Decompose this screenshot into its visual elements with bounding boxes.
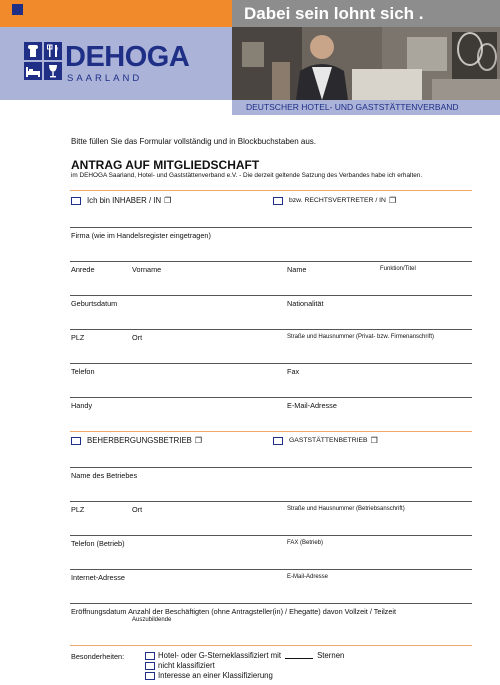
gaststaette-box-mark: ❐ — [370, 436, 378, 445]
business-name-field[interactable] — [70, 501, 472, 502]
stars-count-field[interactable] — [285, 652, 313, 659]
business-phone-field[interactable] — [70, 569, 472, 570]
funktion-label: Funktion/Titel — [380, 266, 416, 272]
birth-field[interactable] — [70, 329, 472, 330]
address-field[interactable] — [70, 363, 472, 364]
bed-icon — [24, 62, 42, 80]
betrieb-strasse-label: Straße und Hausnummer (Betriebsanschrift) — [287, 506, 405, 512]
representative-box-mark: ❐ — [388, 196, 397, 205]
interest-label: Interesse an einer Klassifizierung — [158, 671, 273, 680]
phone-field[interactable] — [70, 397, 472, 398]
blue-square-accent — [12, 4, 23, 15]
owner-label: Ich bin INHABER / IN — [87, 196, 162, 205]
orange-accent-bar — [0, 0, 232, 27]
not-classified-checkbox[interactable] — [145, 662, 155, 670]
field-line — [70, 227, 472, 228]
not-classified-label: nicht klassifiziert — [158, 661, 215, 670]
azubi-label: Auszubildende — [132, 617, 172, 623]
cutlery-cook-icon — [24, 42, 42, 60]
name-field[interactable] — [70, 295, 472, 296]
ort-label: Ort — [132, 333, 143, 342]
interest-option[interactable] — [145, 671, 273, 680]
stars-checkbox[interactable] — [145, 652, 155, 660]
business-web-field[interactable] — [70, 603, 472, 604]
gaststaette-checkbox[interactable] — [273, 437, 283, 445]
owner-option[interactable] — [71, 196, 171, 205]
beherbergung-option[interactable] — [71, 436, 202, 445]
wine-glass-icon — [44, 62, 62, 80]
form-instructions: Bitte füllen Sie das Formular vollständig und in Blockbuchstaben aus. — [71, 137, 317, 146]
betrieb-telefon-label: Telefon (Betrieb) — [71, 539, 125, 548]
owner-box-mark: ❐ — [164, 196, 172, 205]
business-address-field[interactable] — [70, 535, 472, 536]
internet-label: Internet-Adresse — [71, 573, 125, 582]
strasse-label: Straße und Hausnummer (Privat- bzw. Firmenanschrift) — [287, 334, 435, 340]
vorname-label: Vorname — [132, 265, 162, 274]
gaststaette-option[interactable] — [273, 436, 378, 445]
firma-label: Firma (wie im Handelsregister eingetragen) — [71, 231, 211, 240]
plz-label: PLZ — [71, 333, 85, 342]
header-banner — [0, 0, 500, 118]
betrieb-email-label: E-Mail-Adresse — [287, 574, 329, 580]
brand-logo-text: DEHOGA — [65, 41, 190, 73]
betrieb-plz-label: PLZ — [71, 505, 85, 514]
betrieb-fax-label: FAX (Betrieb) — [287, 540, 324, 546]
field-line — [70, 467, 472, 468]
form-subtitle: im DEHOGA Saarland, Hotel- und Gaststättenverband e.V. - Die derzeit geltende Satzung des Verbandes habe ich erhalten. — [71, 172, 423, 179]
nationalitaet-label: Nationalität — [287, 299, 324, 308]
hotel-chef-photo — [232, 27, 500, 100]
association-name: DEUTSCHER HOTEL- UND GASTSTÄTTENVERBAND — [246, 102, 459, 112]
stars-option[interactable] — [145, 651, 344, 660]
firma-field[interactable] — [70, 261, 472, 262]
gaststaette-label: GASTSTÄTTENBETRIEB — [289, 437, 368, 444]
eroeffnung-label: Eröffnungsdatum Anzahl der Beschäftigten (ohne Antragsteller(in) / Ehegatte) davon Vollzeit / Teilzeit — [71, 607, 397, 616]
geburtsdatum-label: Geburtsdatum — [71, 299, 118, 308]
representative-checkbox[interactable] — [273, 197, 283, 205]
slogan: Dabei sein lohnt sich . — [244, 4, 424, 23]
staff-field[interactable] — [70, 645, 472, 646]
mobile-field[interactable] — [70, 431, 472, 432]
fork-knife-icon — [44, 42, 62, 60]
name-label: Name — [287, 265, 307, 274]
representative-option[interactable] — [273, 196, 396, 205]
not-classified-option[interactable] — [145, 661, 215, 670]
telefon-label: Telefon — [71, 367, 95, 376]
form-title: ANTRAG AUF MITGLIEDSCHAFT — [71, 158, 260, 172]
beherbergung-label: BEHERBERGUNGSBETRIEB — [87, 436, 192, 445]
owner-checkbox[interactable] — [71, 197, 81, 205]
beherbergung-checkbox[interactable] — [71, 437, 81, 445]
brand-region: SAARLAND — [67, 73, 143, 84]
betrieb-name-label: Name des Betriebes — [71, 471, 138, 480]
beherbergung-box-mark: ❐ — [194, 436, 203, 445]
stars-suffix: Sternen — [317, 651, 345, 660]
logo-icon-grid — [24, 42, 62, 80]
divider — [70, 190, 472, 191]
email-label: E-Mail-Adresse — [287, 401, 337, 410]
anrede-label: Anrede — [71, 265, 95, 274]
fax-label: Fax — [287, 367, 300, 376]
interest-checkbox[interactable] — [145, 672, 155, 680]
handy-label: Handy — [71, 401, 93, 410]
betrieb-ort-label: Ort — [132, 505, 143, 514]
representative-label: bzw. RECHTSVERTRETER / IN — [289, 197, 386, 204]
stars-label: Hotel- oder G-Sterneklassifiziert mit — [158, 651, 282, 660]
besonderheiten-label: Besonderheiten: — [71, 652, 125, 661]
